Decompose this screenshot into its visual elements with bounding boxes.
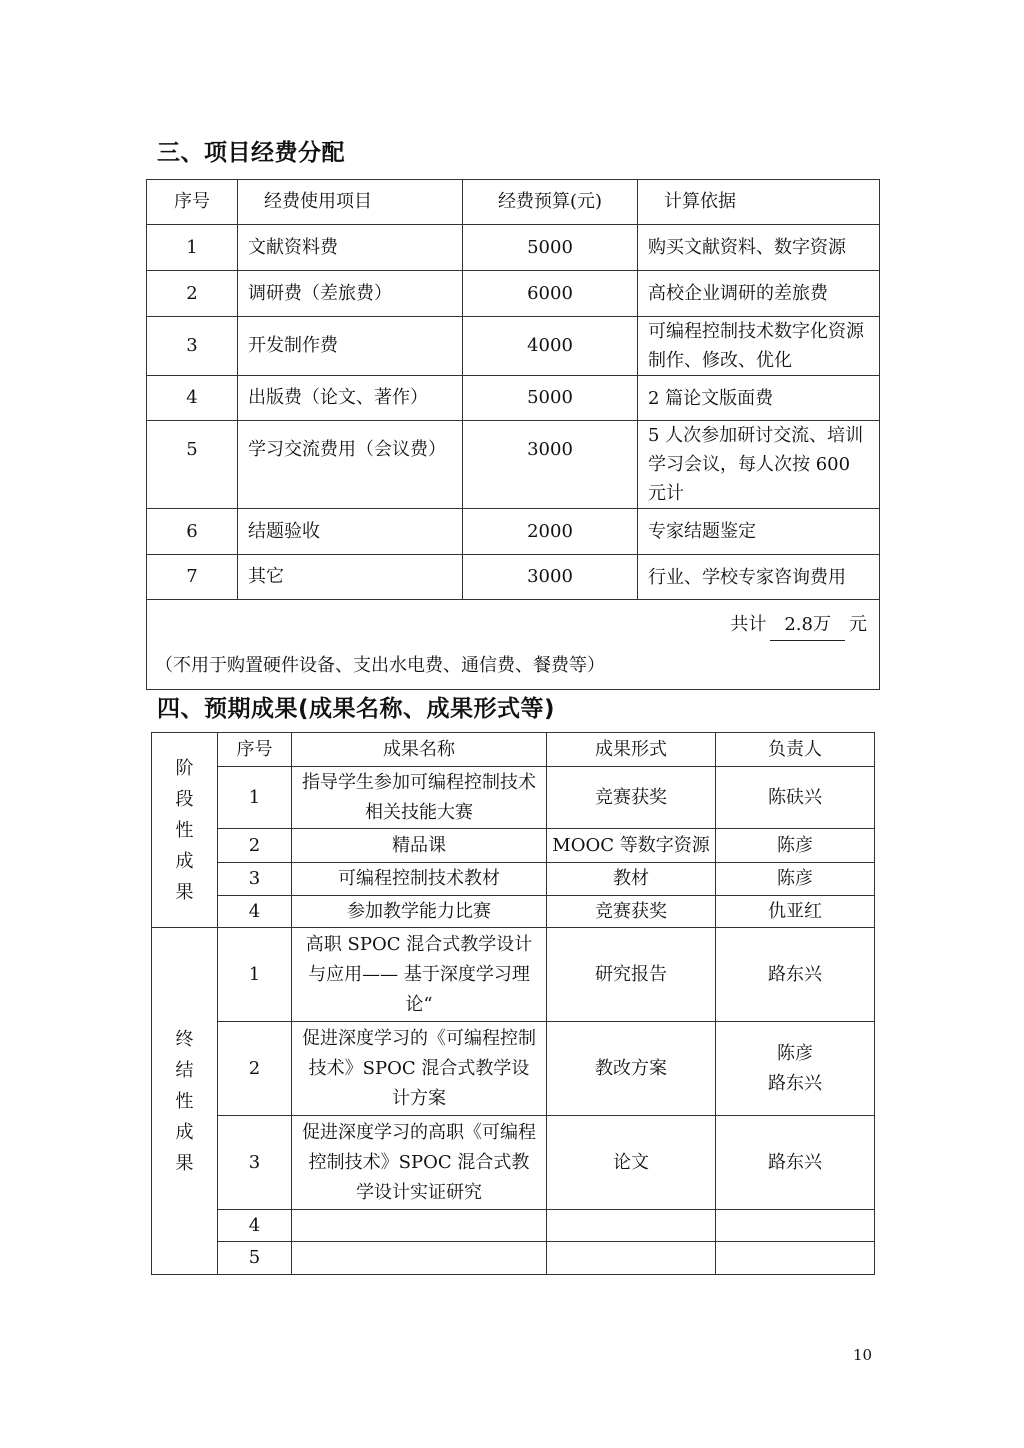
row-basis: 可编程控制技术数字化资源制作、修改、优化 bbox=[638, 317, 880, 376]
result-name: 参加教学能力比赛 bbox=[292, 896, 547, 928]
result-name bbox=[292, 1210, 547, 1242]
row-item: 文献资料费 bbox=[238, 225, 463, 271]
row-item: 开发制作费 bbox=[238, 317, 463, 376]
row-amount: 3000 bbox=[463, 555, 638, 600]
total-prefix: 共计 bbox=[730, 614, 767, 635]
result-row bbox=[152, 1210, 875, 1242]
result-form: 竞赛获奖 bbox=[547, 767, 716, 829]
result-row bbox=[152, 928, 875, 1022]
row-no: 3 bbox=[147, 317, 238, 376]
budget-note: （不用于购置硬件设备、支出水电费、通信费、餐费等） bbox=[155, 655, 605, 676]
row-amount: 3000 bbox=[463, 421, 638, 509]
results-header-row bbox=[152, 733, 875, 767]
row-no: 2 bbox=[147, 271, 238, 317]
owner-line: 陈彦 bbox=[777, 1042, 813, 1064]
budget-header-row bbox=[147, 180, 880, 225]
result-form: 竞赛获奖 bbox=[547, 896, 716, 928]
result-row bbox=[152, 863, 875, 896]
budget-row bbox=[147, 317, 880, 376]
result-name: 高职 SPOC 混合式教学设计与应用—— 基于深度学习理论“ bbox=[292, 928, 547, 1022]
row-basis: 行业、学校专家咨询费用 bbox=[638, 555, 880, 600]
budget-row bbox=[147, 509, 880, 555]
result-owner: 陈砆兴 bbox=[716, 767, 875, 829]
result-name: 精品课 bbox=[292, 829, 547, 863]
row-item: 出版费（论文、著作） bbox=[238, 376, 463, 421]
budget-total bbox=[147, 610, 879, 641]
budget-row bbox=[147, 225, 880, 271]
header-basis: 计算依据 bbox=[638, 180, 880, 225]
result-name bbox=[292, 1242, 547, 1275]
budget-total-cell bbox=[147, 600, 880, 690]
owner-line: 路东兴 bbox=[768, 1072, 822, 1094]
result-row bbox=[152, 829, 875, 863]
row-no: 4 bbox=[147, 376, 238, 421]
row-amount: 4000 bbox=[463, 317, 638, 376]
results-table bbox=[151, 732, 875, 1275]
row-basis: 购买文献资料、数字资源 bbox=[638, 225, 880, 271]
result-row bbox=[152, 767, 875, 829]
result-owner: 路东兴 bbox=[716, 928, 875, 1022]
budget-row bbox=[147, 376, 880, 421]
section-heading-results: 四、预期成果(成果名称、成果形式等) bbox=[157, 696, 556, 722]
row-amount: 6000 bbox=[463, 271, 638, 317]
row-item: 学习交流费用（会议费） bbox=[238, 421, 463, 509]
final-label-cell bbox=[152, 928, 218, 1275]
result-row bbox=[152, 896, 875, 928]
page-number: 10 bbox=[853, 1346, 873, 1364]
total-suffix: 元 bbox=[849, 614, 867, 635]
header-form: 成果形式 bbox=[547, 733, 716, 767]
row-basis: 2 篇论文版面费 bbox=[638, 376, 880, 421]
result-form: MOOC 等数字资源 bbox=[547, 829, 716, 863]
result-row bbox=[152, 1116, 875, 1210]
header-item: 经费使用项目 bbox=[238, 180, 463, 225]
result-name: 指导学生参加可编程控制技术相关技能大赛 bbox=[292, 767, 547, 829]
result-owner: 路东兴 bbox=[716, 1116, 875, 1210]
result-owner bbox=[716, 1242, 875, 1275]
budget-row bbox=[147, 421, 880, 509]
result-name: 可编程控制技术教材 bbox=[292, 863, 547, 896]
row-item: 调研费（差旅费） bbox=[238, 271, 463, 317]
row-no: 1 bbox=[147, 225, 238, 271]
result-no: 4 bbox=[218, 896, 292, 928]
result-form bbox=[547, 1242, 716, 1275]
result-owner: 仇亚红 bbox=[716, 896, 875, 928]
result-form: 教改方案 bbox=[547, 1022, 716, 1116]
stage-label-cell bbox=[152, 733, 218, 928]
header-no: 序号 bbox=[218, 733, 292, 767]
result-name: 促进深度学习的高职《可编程控制技术》SPOC 混合式教学设计实证研究 bbox=[292, 1116, 547, 1210]
row-no: 6 bbox=[147, 509, 238, 555]
final-label: 终 结 性 成 果 bbox=[175, 1028, 194, 1174]
result-no: 5 bbox=[218, 1242, 292, 1275]
row-basis: 5 人次参加研讨交流、培训学习会议，每人次按 600 元计 bbox=[638, 421, 880, 509]
result-row bbox=[152, 1022, 875, 1116]
row-item: 结题验收 bbox=[238, 509, 463, 555]
budget-total-row bbox=[147, 600, 880, 690]
result-owner bbox=[716, 1022, 875, 1116]
result-no: 2 bbox=[218, 1022, 292, 1116]
header-amount: 经费预算(元) bbox=[463, 180, 638, 225]
budget-row bbox=[147, 271, 880, 317]
budget-table bbox=[146, 179, 880, 690]
budget-row bbox=[147, 555, 880, 600]
result-form: 教材 bbox=[547, 863, 716, 896]
row-item: 其它 bbox=[238, 555, 463, 600]
result-form: 论文 bbox=[547, 1116, 716, 1210]
result-owner bbox=[716, 1210, 875, 1242]
result-owner: 陈彦 bbox=[716, 863, 875, 896]
row-no: 7 bbox=[147, 555, 238, 600]
row-amount: 5000 bbox=[463, 225, 638, 271]
result-form: 研究报告 bbox=[547, 928, 716, 1022]
row-amount: 2000 bbox=[463, 509, 638, 555]
stage-label: 阶 段 性 成 果 bbox=[175, 757, 194, 903]
result-name: 促进深度学习的《可编程控制技术》SPOC 混合式教学设计方案 bbox=[292, 1022, 547, 1116]
result-no: 3 bbox=[218, 1116, 292, 1210]
section-heading-budget: 三、项目经费分配 bbox=[157, 140, 345, 166]
row-basis: 专家结题鉴定 bbox=[638, 509, 880, 555]
result-owner: 陈彦 bbox=[716, 829, 875, 863]
result-form bbox=[547, 1210, 716, 1242]
result-row bbox=[152, 1242, 875, 1275]
header-name: 成果名称 bbox=[292, 733, 547, 767]
header-owner: 负责人 bbox=[716, 733, 875, 767]
row-no: 5 bbox=[147, 421, 238, 509]
result-no: 1 bbox=[218, 928, 292, 1022]
row-basis: 高校企业调研的差旅费 bbox=[638, 271, 880, 317]
result-no: 2 bbox=[218, 829, 292, 863]
header-no: 序号 bbox=[147, 180, 238, 225]
result-no: 1 bbox=[218, 767, 292, 829]
total-value: 2.8万 bbox=[770, 610, 845, 641]
row-amount: 5000 bbox=[463, 376, 638, 421]
result-no: 3 bbox=[218, 863, 292, 896]
result-no: 4 bbox=[218, 1210, 292, 1242]
